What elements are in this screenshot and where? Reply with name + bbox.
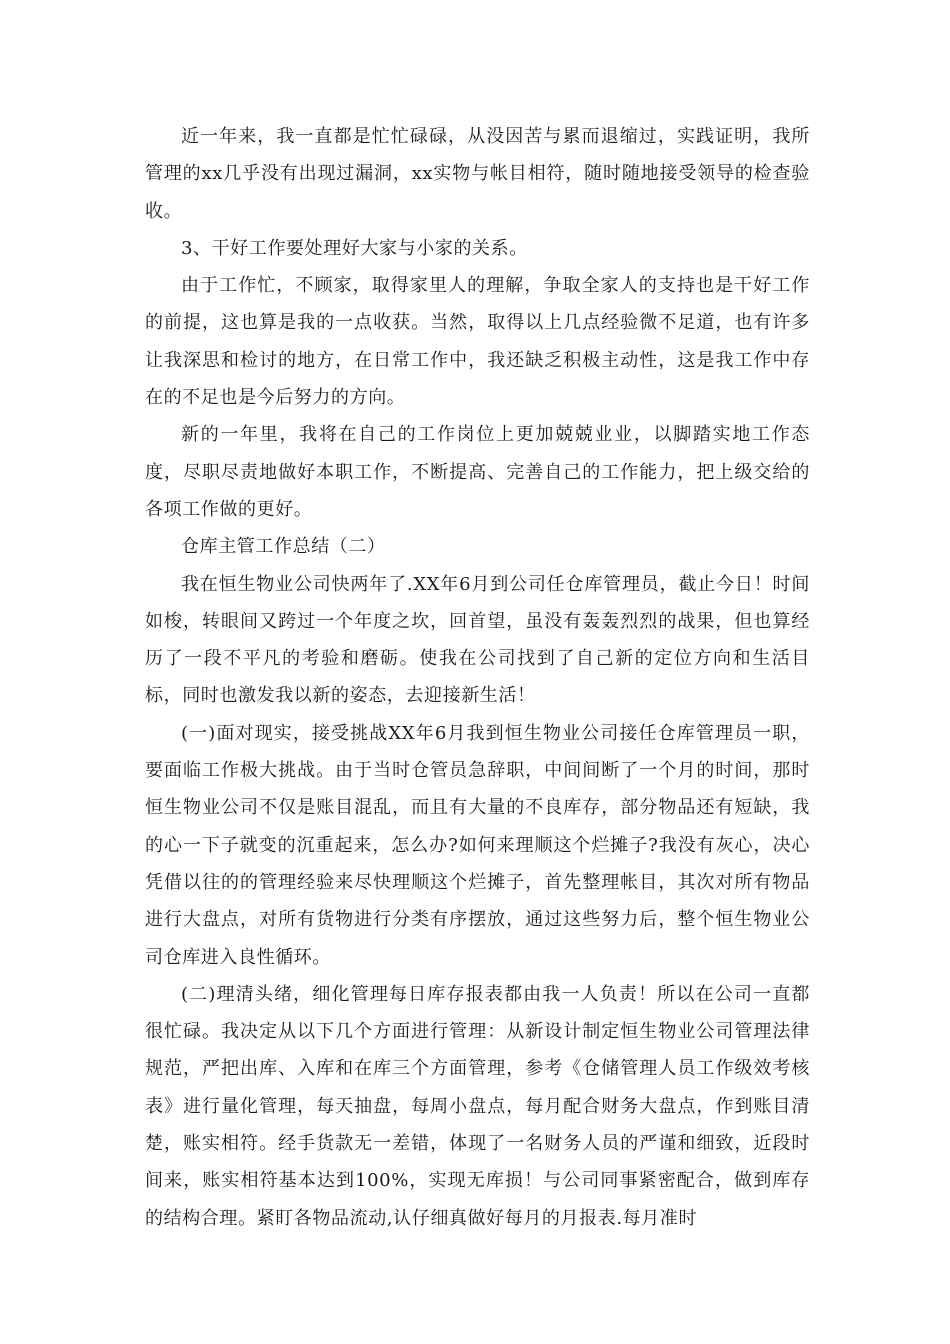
document-body bbox=[145, 118, 810, 1237]
paragraph-8: (二)理清头绪，细化管理每日库存报表都由我一人负责！所以在公司一直都很忙碌。我决定从以下几个方面进行管理：从新设计制定恒生物业公司管理法律规范，严把出库、入库和在库三个方面管理，参考《仓储管理人员工作级效考核表》进行量化管理，每天抽盘，每周小盘点，每月配合财务大盘点，作到账目清楚，账实相符。经手货款无一差错，体现了一名财务人员的严谨和细致，近段时间来，账实相符基本达到100%，实现无库损！与公司同事紧密配合，做到库存的结构合理。紧盯各物品流动,认仔细真做好每月的月报表.每月准时 bbox=[145, 983, 810, 1229]
paragraph-2-heading: 3、干好工作要处理好大家与小家的关系。 bbox=[181, 237, 528, 259]
section-title: 仓库主管工作总结（二） bbox=[181, 536, 386, 558]
paragraph-4: 新的一年里，我将在自己的工作岗位上更加兢兢业业，以脚踏实地工作态度，尽职尽责地做好本职工作，不断提高、完善自己的工作能力，把上级交给的各项工作做的更好。 bbox=[145, 424, 810, 520]
paragraph-6: 我在恒生物业公司快两年了.XX年6月到公司任仓库管理员，截止今日！时间如梭，转眼间又跨过一个年度之坎，回首望，虽没有轰轰烈烈的战果，但也算经历了一段不平凡的考验和磨砺。使我在公司找到了自己新的定位方向和生活目标，同时也激发我以新的姿态，去迎接新生活！ bbox=[145, 573, 810, 707]
paragraph-3: 由于工作忙，不顾家，取得家里人的理解，争取全家人的支持也是干好工作的前提，这也算是我的一点收获。当然，取得以上几点经验微不足道，也有许多让我深思和检讨的地方，在日常工作中，我还缺乏积极主动性，这是我工作中存在的不足也是今后努力的方向。 bbox=[145, 275, 810, 409]
paragraph-1: 近一年来，我一直都是忙忙碌碌，从没因苦与累而退缩过，实践证明，我所管理的xx几乎没有出现过漏洞，xx实物与帐目相符，随时随地接受领导的检查验收。 bbox=[145, 126, 810, 222]
paragraph-7: (一)面对现实，接受挑战XX年6月我到恒生物业公司接任仓库管理员一职，要面临工作极大挑战。由于当时仓管员急辞职，中间间断了一个月的时间，那时恒生物业公司不仅是账目混乱，而且有大量的不良库存，部分物品还有短缺，我的心一下子就变的沉重起来，怎么办?如何来理顺这个烂摊子?我没有灰心，决心凭借以往的的管理经验来尽快理顺这个烂摊子，首先整理帐目，其次对所有物品进行大盘点，对所有货物进行分类有序摆放，通过这些努力后，整个恒生物业公司仓库进入良性循环。 bbox=[145, 722, 810, 968]
